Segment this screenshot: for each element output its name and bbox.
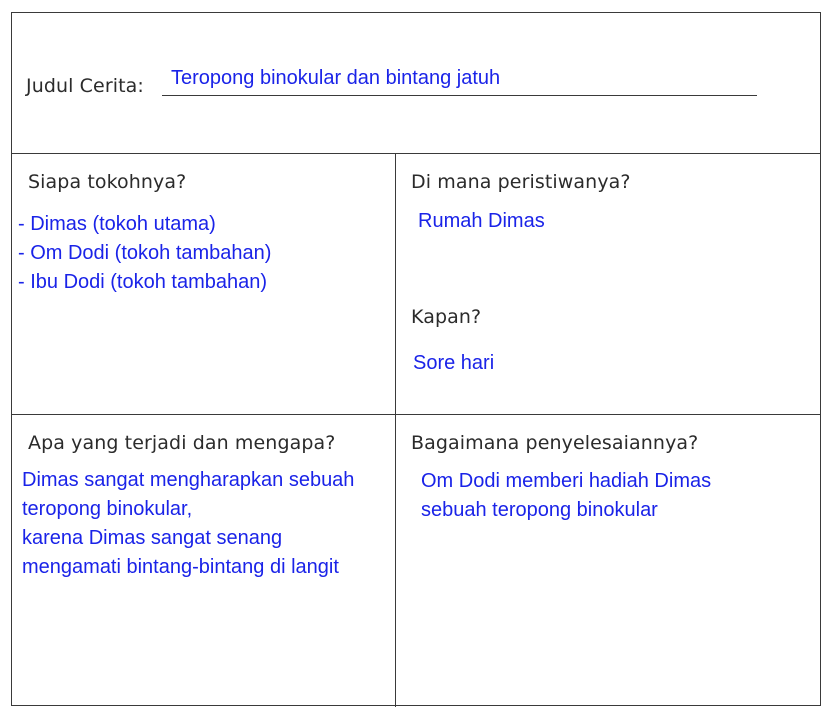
characters-answer-line: - Om Dodi (tokoh tambahan) — [18, 242, 272, 264]
row-divider-middle — [12, 414, 820, 415]
resolution-question: Bagaimana penyelesaiannya? — [411, 432, 699, 454]
event-answer-line: karena Dimas sangat senang — [22, 527, 283, 549]
event-answer-line: mengamati bintang-bintang di langit — [22, 556, 339, 578]
event-answer[interactable] — [22, 466, 354, 582]
event-question: Apa yang terjadi dan mengapa? — [28, 432, 336, 454]
characters-answer-line: - Ibu Dodi (tokoh tambahan) — [18, 271, 268, 293]
resolution-answer-line: Om Dodi memberi hadiah Dimas — [421, 470, 712, 492]
row-divider-top — [12, 153, 820, 154]
column-divider — [395, 154, 396, 707]
time-question: Kapan? — [411, 306, 482, 328]
event-answer-line: Dimas sangat mengharapkan sebuah — [22, 469, 355, 491]
time-answer[interactable]: Sore hari — [413, 352, 495, 374]
title-underline — [162, 95, 757, 96]
story-map-table — [11, 12, 821, 706]
resolution-answer[interactable] — [421, 467, 711, 525]
title-label: Judul Cerita: — [26, 75, 144, 97]
resolution-answer-line: sebuah teropong binokular — [421, 499, 658, 521]
characters-answer[interactable] — [18, 210, 271, 297]
event-answer-line: teropong binokular, — [22, 498, 193, 520]
place-question: Di mana peristiwanya? — [411, 171, 631, 193]
place-answer[interactable]: Rumah Dimas — [418, 210, 545, 232]
title-answer[interactable]: Teropong binokular dan bintang jatuh — [171, 67, 501, 89]
characters-question: Siapa tokohnya? — [28, 171, 187, 193]
characters-answer-line: - Dimas (tokoh utama) — [18, 213, 216, 235]
